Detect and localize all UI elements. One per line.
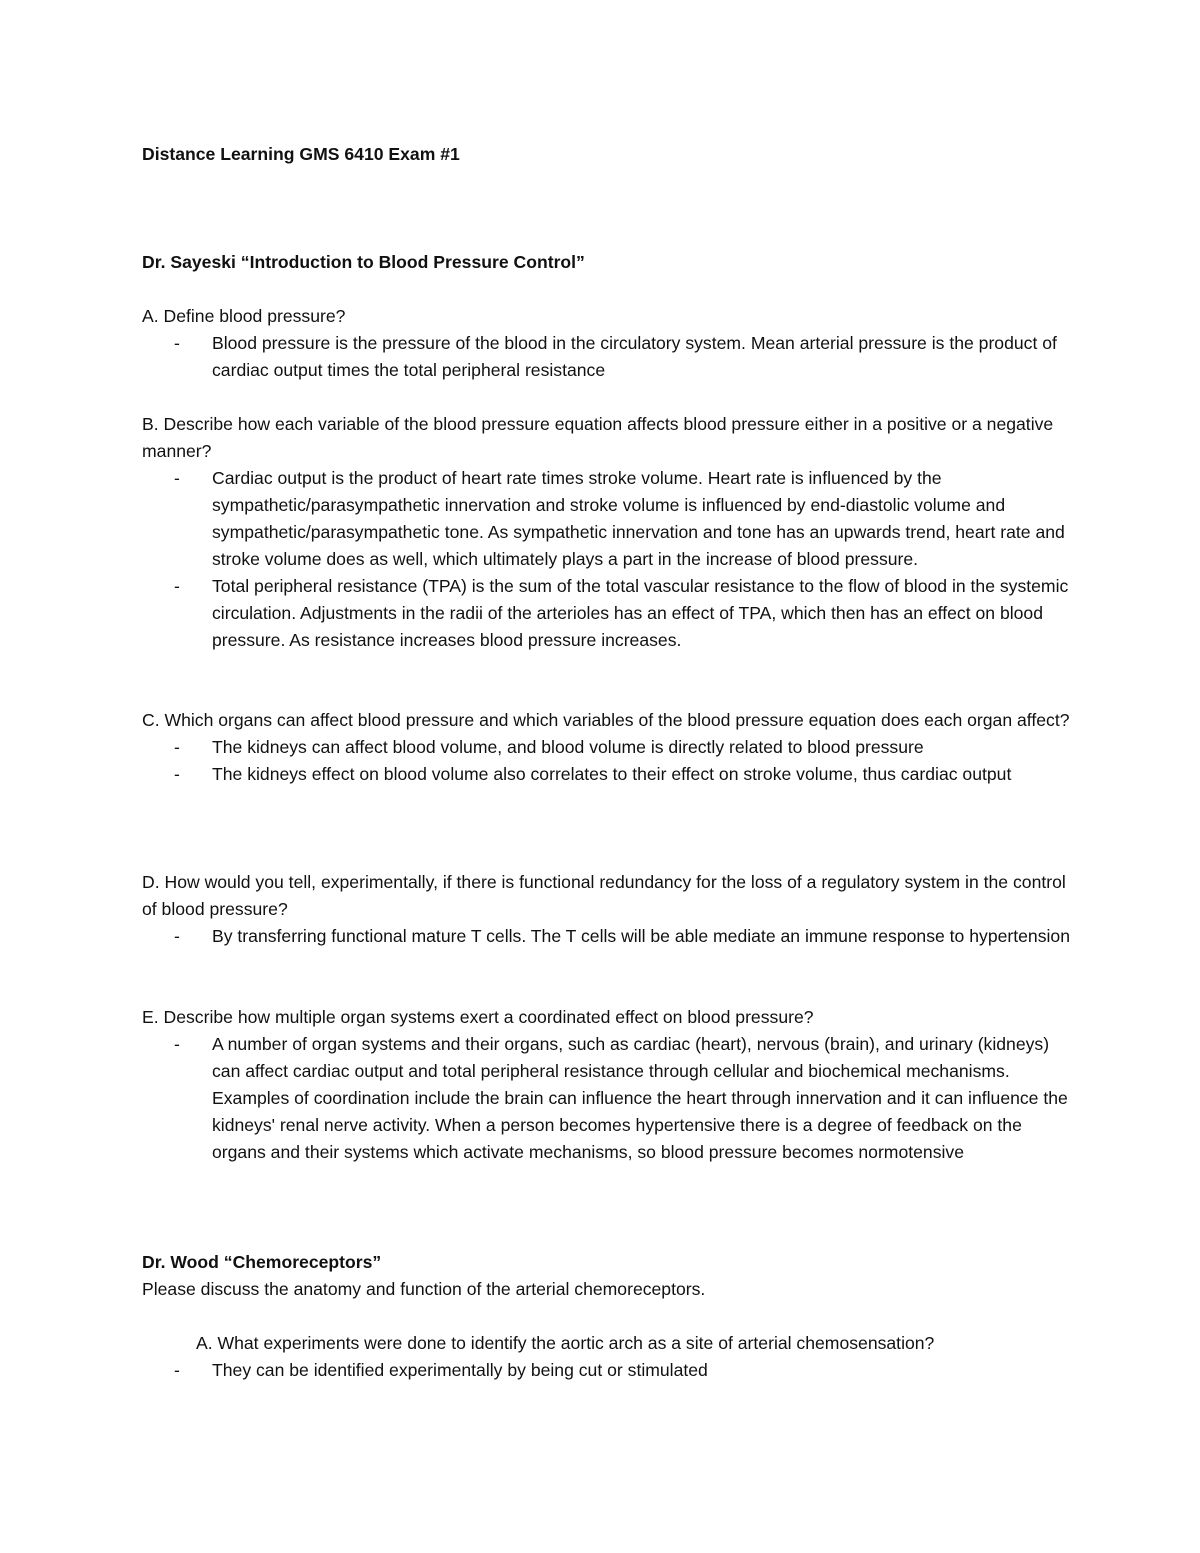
section-heading-wood: Dr. Wood “Chemoreceptors” bbox=[142, 1252, 382, 1272]
bullet-dash: - bbox=[174, 737, 180, 757]
bullet-dash: - bbox=[174, 1034, 180, 1054]
answer-list bbox=[142, 1357, 1072, 1384]
question-block-a bbox=[142, 303, 1072, 384]
question-label: E. Describe how multiple organ systems exert a coordinated effect on blood pressure? bbox=[142, 1007, 814, 1027]
answer-bullet: - They can be identified experimentally by being cut or stimulated bbox=[142, 1357, 1072, 1384]
answer-bullet: - A number of organ systems and their organs, such as cardiac (heart), nervous (brain), and urinary (kidneys) can affect cardiac output and total peripheral resistance through cellular and biochemical mechanisms. Examples of coordination include the brain can influence the heart through innervation and it can influence the kidneys' renal nerve activity. When a person becomes hypertensive there is a degree of feedback on the organs and their systems which activate mechanisms, so blood pressure becomes normotensive bbox=[142, 1031, 1072, 1166]
answer-bullet: - Cardiac output is the product of heart rate times stroke volume. Heart rate is influenced by the sympathetic/parasympathetic innervation and stroke volume is influenced by end-diastolic volume and sympathetic/parasympathetic tone. As sympathetic innervation and tone has an upwards trend, heart rate and stroke volume does as well, which ultimately plays a part in the increase of blood pressure. bbox=[142, 465, 1072, 573]
answer-list bbox=[142, 1031, 1072, 1166]
bullet-dash: - bbox=[174, 926, 180, 946]
answer-list bbox=[142, 923, 1072, 950]
question-block-c bbox=[142, 707, 1072, 788]
question-block-e bbox=[142, 1004, 1072, 1166]
question-block-b bbox=[142, 411, 1072, 654]
section-heading-sayeski: Dr. Sayeski “Introduction to Blood Pressure Control” bbox=[142, 252, 585, 272]
bullet-dash: - bbox=[174, 576, 180, 596]
document-title: Distance Learning GMS 6410 Exam #1 bbox=[142, 144, 460, 164]
answer-bullet: - By transferring functional mature T cells. The T cells will be able mediate an immune response to hypertension bbox=[142, 923, 1072, 950]
question-block-d bbox=[142, 869, 1072, 950]
question-block-wood-a bbox=[142, 1357, 1072, 1384]
bullet-dash: - bbox=[174, 1360, 180, 1380]
answer-list bbox=[142, 330, 1072, 384]
bullet-dash: - bbox=[174, 468, 180, 488]
question-label-wood-a: A. What experiments were done to identify the aortic arch as a site of arterial chemosensation? bbox=[196, 1333, 935, 1353]
answer-list bbox=[142, 734, 1072, 788]
question-label: A. Define blood pressure? bbox=[142, 306, 346, 326]
question-label: B. Describe how each variable of the blood pressure equation affects blood pressure either in a positive or a negative manner? bbox=[142, 414, 1054, 461]
answer-bullet: - The kidneys effect on blood volume also correlates to their effect on stroke volume, thus cardiac output bbox=[142, 761, 1072, 788]
bullet-dash: - bbox=[174, 764, 180, 784]
bullet-dash: - bbox=[174, 333, 180, 353]
section-intro: Please discuss the anatomy and function of the arterial chemoreceptors. bbox=[142, 1279, 706, 1299]
answer-bullet: - The kidneys can affect blood volume, and blood volume is directly related to blood pressure bbox=[142, 734, 1072, 761]
question-label: C. Which organs can affect blood pressure and which variables of the blood pressure equation does each organ affect? bbox=[142, 710, 1070, 730]
answer-list bbox=[142, 465, 1072, 654]
answer-bullet: - Total peripheral resistance (TPA) is the sum of the total vascular resistance to the flow of blood in the systemic circulation. Adjustments in the radii of the arterioles has an effect of TPA, which then has an effect on blood pressure. As resistance increases blood pressure increases. bbox=[142, 573, 1072, 654]
answer-bullet: - Blood pressure is the pressure of the blood in the circulatory system. Mean arterial pressure is the product of cardiac output times the total peripheral resistance bbox=[142, 330, 1072, 384]
question-label: D. How would you tell, experimentally, if there is functional redundancy for the loss of a regulatory system in the control of blood pressure? bbox=[142, 872, 1066, 919]
